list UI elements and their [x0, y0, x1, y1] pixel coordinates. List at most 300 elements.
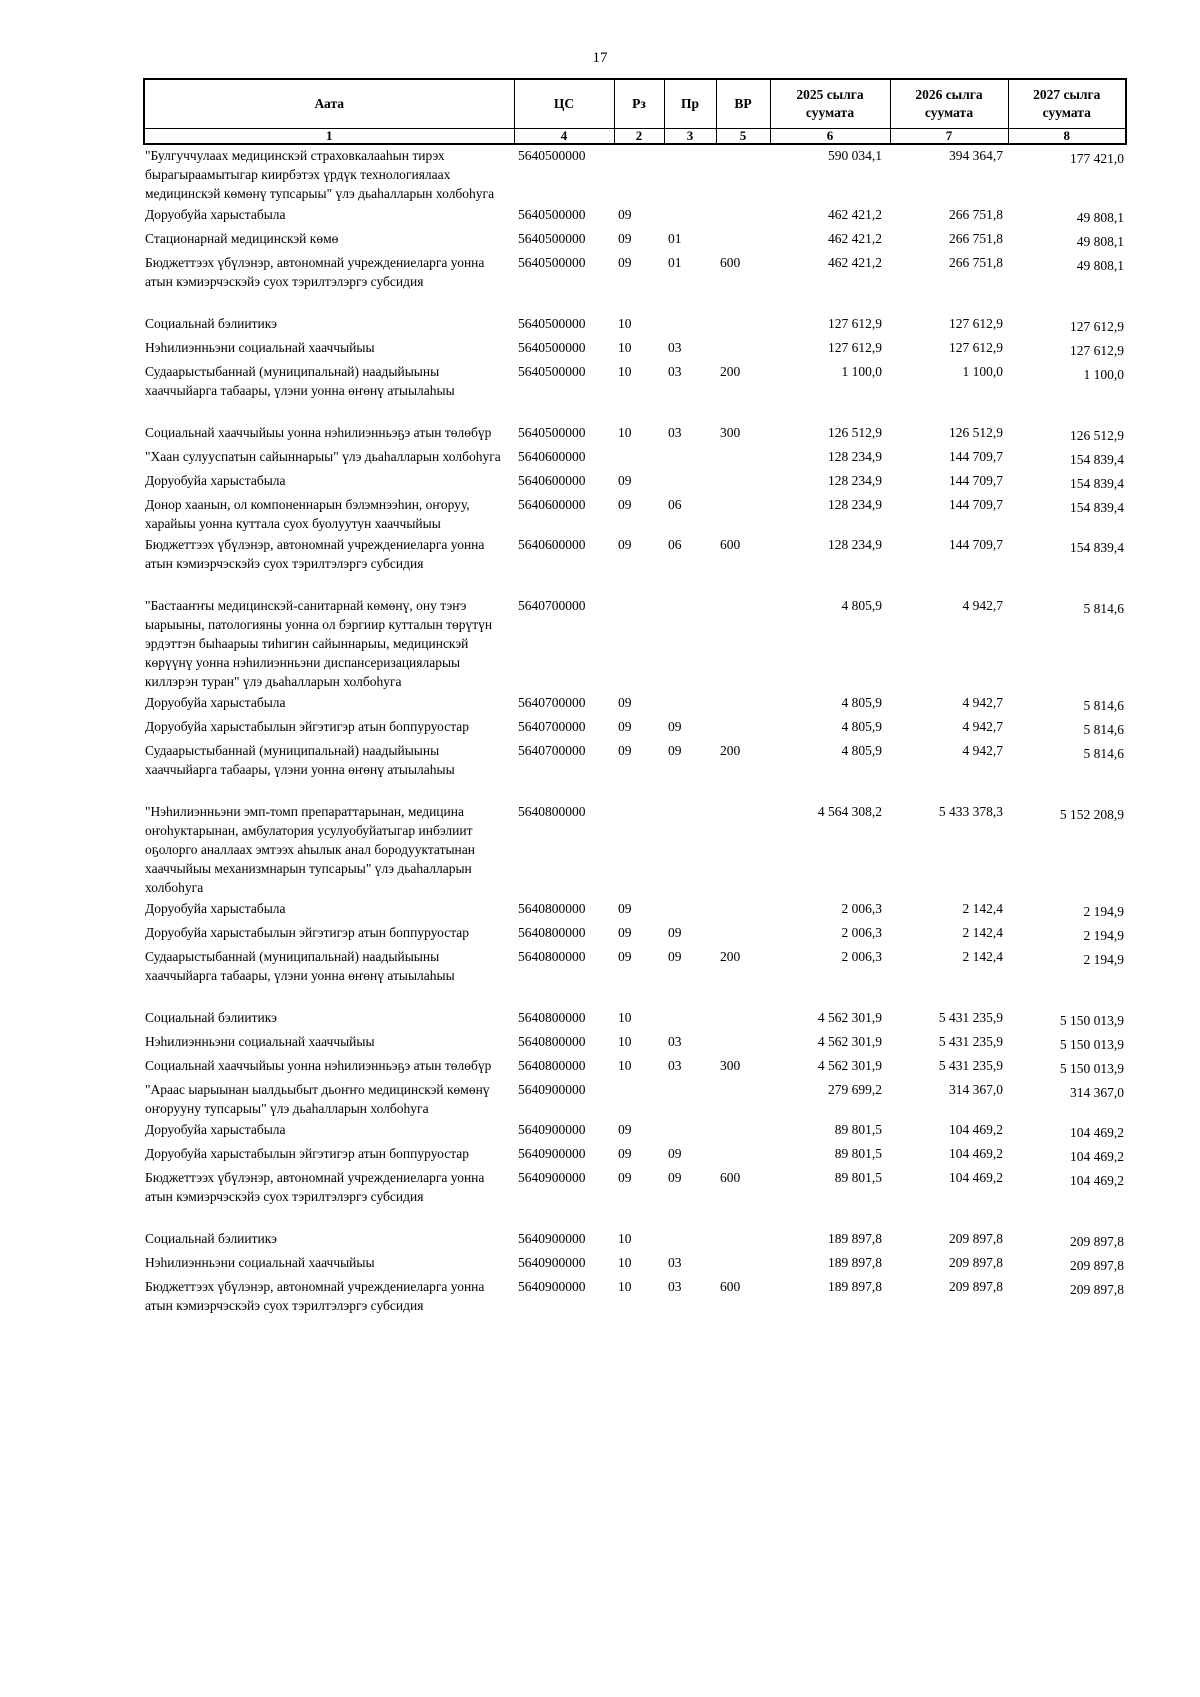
vid-rashoda-cell: [716, 898, 770, 922]
amount-2027-cell: 5 814,6: [1083, 601, 1124, 616]
amount-2026-cell: 4 942,7: [962, 743, 1003, 758]
spacer-cell: [144, 574, 1126, 595]
name-cell: Социальнай хааччыйыы уонна нэһилиэнньэҕэ атын төлөбүр: [145, 1058, 492, 1073]
code-cell: 5640500000: [518, 207, 586, 222]
code-cell: 5640900000: [518, 1255, 586, 1270]
name-cell: Социальнай бэлиитикэ: [145, 1010, 277, 1025]
table-row: [144, 470, 1126, 494]
table-row: [144, 361, 1126, 401]
amount-2027-cell: 2 194,9: [1083, 928, 1124, 943]
table-row: [144, 494, 1126, 534]
amount-2025-cell: 2 006,3: [841, 901, 882, 916]
amount-2025-cell: 4 562 301,9: [817, 1010, 882, 1025]
amount-2026-cell: 4 942,7: [962, 598, 1003, 613]
column-number: 1: [144, 129, 514, 145]
razdel-cell: 10: [618, 1010, 632, 1025]
code-cell: 5640500000: [518, 316, 586, 331]
amount-2025-cell: 189 897,8: [828, 1231, 882, 1246]
name-cell: Судаарыстыбаннай (муниципальнай) наадыйыыны хааччыйарга табаары, үлэни уонна өҥөнү атыылаһыы: [145, 364, 455, 398]
table-row: [144, 252, 1126, 292]
code-cell: 5640600000: [518, 537, 586, 552]
code-cell: 5640800000: [518, 925, 586, 940]
podrazdel-cell: 09: [668, 925, 682, 940]
podrazdel-cell: 09: [668, 949, 682, 964]
podrazdel-cell: 01: [668, 231, 682, 246]
razdel-cell: 09: [618, 901, 632, 916]
razdel-cell: 10: [618, 316, 632, 331]
amount-2025-cell: 462 421,2: [828, 231, 882, 246]
vid-rashoda-cell: 200: [720, 743, 741, 758]
amount-2025-cell: 590 034,1: [828, 148, 882, 163]
razdel-cell: 09: [618, 1146, 632, 1161]
code-cell: 5640500000: [518, 425, 586, 440]
amount-2027-cell: 1 100,0: [1083, 367, 1124, 382]
column-number: 4: [514, 129, 614, 145]
razdel-cell: 09: [618, 925, 632, 940]
razdel-cell: 09: [618, 719, 632, 734]
table-row: [144, 1276, 1126, 1316]
amount-2027-cell: 5 814,6: [1083, 722, 1124, 737]
name-cell: Социальнай бэлиитикэ: [145, 1231, 277, 1246]
name-cell: "Бастааҥҥы медицинскэй-санитарнай көмөнү, ону тэҥэ ыарыыны, патологияны уонна ол бэргиир кутталын төрүтүн эрдэттэн быһаарыы тиһигин сайыннарыы, медицинскэй көрүүнү уонна нэһилиэнньэни диспансеризацияларыы киллэрэн туран" үлэ дьаһалларын холбоһуга: [145, 598, 493, 689]
amount-2025-cell: 189 897,8: [828, 1279, 882, 1294]
amount-2026-cell: 127 612,9: [949, 340, 1003, 355]
vid-rashoda-cell: 200: [720, 364, 741, 379]
podrazdel-cell: [664, 204, 716, 228]
vid-rashoda-cell: [716, 1143, 770, 1167]
table-row: [144, 1252, 1126, 1276]
amount-2027-cell: 154 839,4: [1070, 476, 1124, 491]
podrazdel-cell: 06: [668, 497, 682, 512]
amount-2026-cell: 144 709,7: [949, 497, 1003, 512]
amount-2027-cell: 209 897,8: [1070, 1258, 1124, 1273]
code-cell: 5640500000: [518, 340, 586, 355]
amount-2027-cell: 49 808,1: [1076, 210, 1124, 225]
amount-2027-cell: 126 512,9: [1070, 428, 1124, 443]
amount-2025-cell: 4 805,9: [841, 695, 882, 710]
amount-2027-cell: 5 152 208,9: [1059, 807, 1124, 822]
header-vr: ВР: [716, 79, 770, 129]
code-cell: 5640900000: [518, 1170, 586, 1185]
amount-2025-cell: 126 512,9: [828, 425, 882, 440]
podrazdel-cell: [664, 313, 716, 337]
podrazdel-cell: [664, 1079, 716, 1119]
table-row: [144, 801, 1126, 898]
podrazdel-cell: [664, 595, 716, 692]
vid-rashoda-cell: [716, 313, 770, 337]
amount-2026-cell: 144 709,7: [949, 537, 1003, 552]
name-cell: Социальнай хааччыйыы уонна нэһилиэнньэҕэ атын төлөбүр: [145, 425, 492, 440]
column-number: 6: [770, 129, 890, 145]
code-cell: 5640600000: [518, 497, 586, 512]
header-name: Аата: [144, 79, 514, 129]
vid-rashoda-cell: 600: [720, 1170, 741, 1185]
name-cell: Социальнай бэлиитикэ: [145, 316, 277, 331]
header-pr: Пр: [664, 79, 716, 129]
amount-2025-cell: 128 234,9: [828, 537, 882, 552]
code-cell: 5640800000: [518, 1010, 586, 1025]
razdel-cell: 10: [618, 340, 632, 355]
amount-2025-cell: 279 699,2: [828, 1082, 882, 1097]
spacer-cell: [144, 401, 1126, 422]
amount-2026-cell: 2 142,4: [962, 949, 1003, 964]
table-row: [144, 946, 1126, 986]
amount-2025-cell: 4 805,9: [841, 719, 882, 734]
razdel-cell: 09: [618, 537, 632, 552]
table-row: [144, 144, 1126, 204]
amount-2026-cell: 5 431 235,9: [938, 1010, 1003, 1025]
code-cell: 5640800000: [518, 1034, 586, 1049]
amount-2026-cell: 4 942,7: [962, 695, 1003, 710]
podrazdel-cell: 09: [668, 1146, 682, 1161]
podrazdel-cell: 03: [668, 1058, 682, 1073]
podrazdel-cell: [664, 470, 716, 494]
table-row: [144, 692, 1126, 716]
razdel-cell: 10: [618, 425, 632, 440]
budget-table-container: [143, 78, 1125, 1316]
amount-2026-cell: 266 751,8: [949, 255, 1003, 270]
column-number: 8: [1008, 129, 1126, 145]
amount-2026-cell: 2 142,4: [962, 901, 1003, 916]
table-row: [144, 534, 1126, 574]
amount-2025-cell: 189 897,8: [828, 1255, 882, 1270]
table-row: [144, 313, 1126, 337]
name-cell: Доруобуйа харыстабыла: [145, 207, 286, 222]
name-cell: Бюджеттээх үбүлэнэр, автономнай учреждениеларга уонна атын кэмиэрчэскэйэ суох тэрилтэлэргэ субсидия: [145, 255, 485, 289]
amount-2026-cell: 104 469,2: [949, 1170, 1003, 1185]
vid-rashoda-cell: [716, 494, 770, 534]
amount-2025-cell: 462 421,2: [828, 207, 882, 222]
podrazdel-cell: 03: [668, 1034, 682, 1049]
page-number: 17: [592, 50, 608, 66]
name-cell: "Булгуччулаах медицинскэй страховкалааһын тирэх бырагыраамытыгар киирбэтэх үрдүк технологиялаах медицинскэй көмөнү тупсарыы" үлэ дьаһалларын холбоһуга: [145, 148, 495, 201]
razdel-cell: 09: [618, 1122, 632, 1137]
table-body: [144, 144, 1126, 1316]
razdel-cell: [614, 801, 664, 898]
podrazdel-cell: [664, 1007, 716, 1031]
table-row: [144, 1031, 1126, 1055]
vid-rashoda-cell: [716, 922, 770, 946]
amount-2027-cell: 104 469,2: [1070, 1149, 1124, 1164]
amount-2026-cell: 5 431 235,9: [938, 1034, 1003, 1049]
vid-rashoda-cell: [716, 595, 770, 692]
header-rz: Рз: [614, 79, 664, 129]
table-row: [144, 922, 1126, 946]
podrazdel-cell: 03: [668, 425, 682, 440]
podrazdel-cell: 09: [668, 743, 682, 758]
code-cell: 5640500000: [518, 148, 586, 163]
name-cell: Донор хаанын, ол компоненнарын бэлэмнээһин, оҥоруу, харайыы уонна куттала суох буолуутун хааччыйыы: [145, 497, 470, 531]
razdel-cell: [614, 1079, 664, 1119]
razdel-cell: [614, 446, 664, 470]
amount-2026-cell: 127 612,9: [949, 316, 1003, 331]
amount-2025-cell: 89 801,5: [834, 1122, 882, 1137]
code-cell: 5640800000: [518, 804, 586, 819]
amount-2026-cell: 5 431 235,9: [938, 1058, 1003, 1073]
vid-rashoda-cell: [716, 692, 770, 716]
amount-2026-cell: 144 709,7: [949, 473, 1003, 488]
name-cell: "Нэһилиэнньэни эмп-томп препараттарынан, медицина оҥоһуктарынан, амбулатория усулуобуйатыгар инбэлиит оҕолорго аналлаах эмтээх аһылык анал бородууктатынан хааччыйыы механизмнарын тупсарыы" үлэ дьаһалларын холбоһуга: [145, 804, 475, 895]
podrazdel-cell: 03: [668, 1279, 682, 1294]
amount-2027-cell: 314 367,0: [1070, 1085, 1124, 1100]
amount-2027-cell: 127 612,9: [1070, 319, 1124, 334]
vid-rashoda-cell: [716, 1119, 770, 1143]
razdel-cell: 09: [618, 207, 632, 222]
header-cs: ЦС: [514, 79, 614, 129]
column-number: 2: [614, 129, 664, 145]
table-header: [144, 79, 1126, 144]
name-cell: Нэһилиэнньэни социальнай хааччыйыы: [145, 340, 375, 355]
razdel-cell: 10: [618, 1034, 632, 1049]
amount-2026-cell: 4 942,7: [962, 719, 1003, 734]
amount-2027-cell: 2 194,9: [1083, 952, 1124, 967]
amount-2025-cell: 4 805,9: [841, 743, 882, 758]
name-cell: Судаарыстыбаннай (муниципальнай) наадыйыыны хааччыйарга табаары, үлэни уонна өҥөнү атыылаһыы: [145, 949, 455, 983]
amount-2027-cell: 154 839,4: [1070, 540, 1124, 555]
amount-2026-cell: 209 897,8: [949, 1279, 1003, 1294]
podrazdel-cell: [664, 692, 716, 716]
spacer-cell: [144, 292, 1126, 313]
table-row: [144, 716, 1126, 740]
razdel-cell: 10: [618, 1231, 632, 1246]
vid-rashoda-cell: 200: [720, 949, 741, 964]
code-cell: 5640700000: [518, 598, 586, 613]
vid-rashoda-cell: 600: [720, 255, 741, 270]
name-cell: Стационарнай медицинскэй көмө: [145, 231, 339, 246]
row-spacer: [144, 986, 1126, 1007]
column-number: 3: [664, 129, 716, 145]
amount-2027-cell: 177 421,0: [1070, 151, 1124, 166]
vid-rashoda-cell: [716, 1007, 770, 1031]
vid-rashoda-cell: [716, 204, 770, 228]
podrazdel-cell: 09: [668, 719, 682, 734]
table-row: [144, 337, 1126, 361]
razdel-cell: 10: [618, 1058, 632, 1073]
table-row: [144, 1167, 1126, 1207]
razdel-cell: 09: [618, 743, 632, 758]
razdel-cell: 09: [618, 949, 632, 964]
razdel-cell: 09: [618, 473, 632, 488]
amount-2025-cell: 2 006,3: [841, 925, 882, 940]
amount-2026-cell: 314 367,0: [949, 1082, 1003, 1097]
vid-rashoda-cell: 300: [720, 1058, 741, 1073]
name-cell: "Хаан сулууспатын сайыннарыы" үлэ дьаһалларын холбоһуга: [145, 449, 501, 464]
name-cell: Нэһилиэнньэни социальнай хааччыйыы: [145, 1034, 375, 1049]
amount-2026-cell: 2 142,4: [962, 925, 1003, 940]
header-2027: 2027 сылга суумата: [1008, 79, 1126, 129]
amount-2027-cell: 2 194,9: [1083, 904, 1124, 919]
razdel-cell: [614, 144, 664, 204]
vid-rashoda-cell: [716, 1252, 770, 1276]
amount-2025-cell: 4 562 301,9: [817, 1034, 882, 1049]
razdel-cell: 09: [618, 255, 632, 270]
amount-2025-cell: 89 801,5: [834, 1170, 882, 1185]
name-cell: Доруобуйа харыстабылын эйгэтигэр атын боппуруостар: [145, 925, 469, 940]
vid-rashoda-cell: [716, 1228, 770, 1252]
table-row: [144, 1143, 1126, 1167]
column-number: 7: [890, 129, 1008, 145]
vid-rashoda-cell: [716, 801, 770, 898]
table-row: [144, 446, 1126, 470]
amount-2025-cell: 4 562 301,9: [817, 1058, 882, 1073]
vid-rashoda-cell: 300: [720, 425, 741, 440]
podrazdel-cell: 03: [668, 340, 682, 355]
amount-2027-cell: 5 150 013,9: [1059, 1037, 1124, 1052]
vid-rashoda-cell: 600: [720, 1279, 741, 1294]
amount-2027-cell: 5 814,6: [1083, 698, 1124, 713]
row-spacer: [144, 574, 1126, 595]
spacer-cell: [144, 1207, 1126, 1228]
amount-2027-cell: 154 839,4: [1070, 452, 1124, 467]
vid-rashoda-cell: [716, 716, 770, 740]
table-row: [144, 204, 1126, 228]
table-row: [144, 422, 1126, 446]
amount-2025-cell: 4 805,9: [841, 598, 882, 613]
amount-2025-cell: 127 612,9: [828, 340, 882, 355]
code-cell: 5640900000: [518, 1082, 586, 1097]
code-cell: 5640800000: [518, 901, 586, 916]
razdel-cell: 09: [618, 497, 632, 512]
spacer-cell: [144, 780, 1126, 801]
amount-2025-cell: 1 100,0: [841, 364, 882, 379]
razdel-cell: [614, 595, 664, 692]
amount-2025-cell: 127 612,9: [828, 316, 882, 331]
amount-2026-cell: 209 897,8: [949, 1231, 1003, 1246]
name-cell: Доруобуйа харыстабыла: [145, 695, 286, 710]
amount-2027-cell: 5 150 013,9: [1059, 1013, 1124, 1028]
header-2025: 2025 сылга суумата: [770, 79, 890, 129]
table-row: [144, 1079, 1126, 1119]
podrazdel-cell: 03: [668, 1255, 682, 1270]
code-cell: 5640700000: [518, 743, 586, 758]
podrazdel-cell: [664, 446, 716, 470]
amount-2026-cell: 209 897,8: [949, 1255, 1003, 1270]
amount-2026-cell: 1 100,0: [962, 364, 1003, 379]
budget-table: [143, 78, 1127, 1316]
code-cell: 5640500000: [518, 364, 586, 379]
razdel-cell: 10: [618, 1255, 632, 1270]
amount-2026-cell: 104 469,2: [949, 1122, 1003, 1137]
row-spacer: [144, 401, 1126, 422]
amount-2026-cell: 5 433 378,3: [938, 804, 1003, 819]
name-cell: Доруобуйа харыстабылын эйгэтигэр атын боппуруостар: [145, 719, 469, 734]
amount-2027-cell: 49 808,1: [1076, 234, 1124, 249]
name-cell: Доруобуйа харыстабыла: [145, 1122, 286, 1137]
podrazdel-cell: [664, 801, 716, 898]
name-cell: Судаарыстыбаннай (муниципальнай) наадыйыыны хааччыйарга табаары, үлэни уонна өҥөнү атыылаһыы: [145, 743, 455, 777]
amount-2025-cell: 4 564 308,2: [817, 804, 882, 819]
code-cell: 5640800000: [518, 949, 586, 964]
amount-2026-cell: 394 364,7: [949, 148, 1003, 163]
amount-2027-cell: 104 469,2: [1070, 1125, 1124, 1140]
vid-rashoda-cell: [716, 1031, 770, 1055]
amount-2027-cell: 5 814,6: [1083, 746, 1124, 761]
row-spacer: [144, 780, 1126, 801]
amount-2027-cell: 104 469,2: [1070, 1173, 1124, 1188]
podrazdel-cell: 03: [668, 364, 682, 379]
code-cell: 5640700000: [518, 719, 586, 734]
vid-rashoda-cell: 600: [720, 537, 741, 552]
amount-2026-cell: 144 709,7: [949, 449, 1003, 464]
code-cell: 5640800000: [518, 1058, 586, 1073]
amount-2027-cell: 209 897,8: [1070, 1282, 1124, 1297]
razdel-cell: 09: [618, 1170, 632, 1185]
amount-2027-cell: 5 150 013,9: [1059, 1061, 1124, 1076]
amount-2025-cell: 462 421,2: [828, 255, 882, 270]
code-cell: 5640600000: [518, 473, 586, 488]
table-row: [144, 1007, 1126, 1031]
amount-2027-cell: 127 612,9: [1070, 343, 1124, 358]
vid-rashoda-cell: [716, 228, 770, 252]
name-cell: Доруобуйа харыстабылын эйгэтигэр атын боппуруостар: [145, 1146, 469, 1161]
vid-rashoda-cell: [716, 1079, 770, 1119]
name-cell: Бюджеттээх үбүлэнэр, автономнай учреждениеларга уонна атын кэмиэрчэскэйэ суох тэрилтэлэргэ субсидия: [145, 1279, 485, 1313]
table-row: [144, 1228, 1126, 1252]
podrazdel-cell: 06: [668, 537, 682, 552]
code-cell: 5640900000: [518, 1122, 586, 1137]
vid-rashoda-cell: [716, 470, 770, 494]
name-cell: Бюджеттээх үбүлэнэр, автономнай учреждениеларга уонна атын кэмиэрчэскэйэ суох тэрилтэлэргэ субсидия: [145, 537, 485, 571]
amount-2027-cell: 209 897,8: [1070, 1234, 1124, 1249]
name-cell: Доруобуйа харыстабыла: [145, 473, 286, 488]
podrazdel-cell: 01: [668, 255, 682, 270]
code-cell: 5640900000: [518, 1279, 586, 1294]
code-cell: 5640500000: [518, 231, 586, 246]
vid-rashoda-cell: [716, 446, 770, 470]
amount-2026-cell: 104 469,2: [949, 1146, 1003, 1161]
amount-2025-cell: 128 234,9: [828, 449, 882, 464]
table-row: [144, 740, 1126, 780]
table-row: [144, 595, 1126, 692]
podrazdel-cell: [664, 144, 716, 204]
name-cell: Нэһилиэнньэни социальнай хааччыйыы: [145, 1255, 375, 1270]
table-row: [144, 228, 1126, 252]
code-cell: 5640700000: [518, 695, 586, 710]
code-cell: 5640900000: [518, 1231, 586, 1246]
amount-2026-cell: 266 751,8: [949, 207, 1003, 222]
name-cell: Доруобуйа харыстабыла: [145, 901, 286, 916]
amount-2025-cell: 128 234,9: [828, 497, 882, 512]
vid-rashoda-cell: [716, 337, 770, 361]
code-cell: 5640500000: [518, 255, 586, 270]
column-number: 5: [716, 129, 770, 145]
code-cell: 5640600000: [518, 449, 586, 464]
razdel-cell: 09: [618, 231, 632, 246]
amount-2025-cell: 128 234,9: [828, 473, 882, 488]
razdel-cell: 10: [618, 1279, 632, 1294]
amount-2027-cell: 49 808,1: [1076, 258, 1124, 273]
code-cell: 5640900000: [518, 1146, 586, 1161]
header-2026: 2026 сылга суумата: [890, 79, 1008, 129]
podrazdel-cell: [664, 1119, 716, 1143]
vid-rashoda-cell: [716, 144, 770, 204]
amount-2026-cell: 126 512,9: [949, 425, 1003, 440]
row-spacer: [144, 292, 1126, 313]
podrazdel-cell: 09: [668, 1170, 682, 1185]
amount-2025-cell: 89 801,5: [834, 1146, 882, 1161]
razdel-cell: 10: [618, 364, 632, 379]
name-cell: Бюджеттээх үбүлэнэр, автономнай учреждениеларга уонна атын кэмиэрчэскэйэ суох тэрилтэлэргэ субсидия: [145, 1170, 485, 1204]
table-row: [144, 898, 1126, 922]
table-row: [144, 1119, 1126, 1143]
row-spacer: [144, 1207, 1126, 1228]
razdel-cell: 09: [618, 695, 632, 710]
spacer-cell: [144, 986, 1126, 1007]
amount-2026-cell: 266 751,8: [949, 231, 1003, 246]
podrazdel-cell: [664, 898, 716, 922]
amount-2025-cell: 2 006,3: [841, 949, 882, 964]
table-row: [144, 1055, 1126, 1079]
